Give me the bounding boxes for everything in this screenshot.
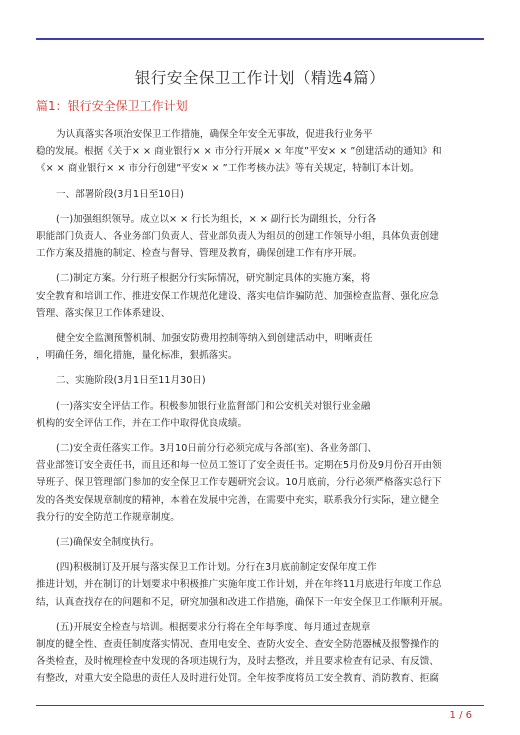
body-line: 《× × 商业银行× × 市分行创建”平安× × ”工作考核办法》等有关规定，特制订本计划。 bbox=[36, 163, 420, 175]
body-line: 职能部门负责人、各业务部门负责人、营业部负责人为组员的创建工作领导小组，具体负责创建 bbox=[36, 231, 439, 243]
body-line: (二)制定方案。分行班子根据分行实际情况，研究制定具体的实施方案，将 bbox=[56, 273, 371, 285]
body-paragraph bbox=[36, 559, 484, 611]
header-rule bbox=[36, 38, 484, 40]
body-paragraph bbox=[36, 398, 484, 432]
body-line: 一、部署阶段(3月1日至10日) bbox=[56, 188, 184, 200]
body-line: 发的各类安保规章制度的精神，本着在发展中完善，在需要中充实，联系我分行实际，建立健全 bbox=[36, 494, 439, 506]
body-line: (二)安全责任落实工作。3月10日前分行必须完成与各部(室)、各业务部门、 bbox=[56, 443, 378, 455]
body-paragraph bbox=[36, 211, 484, 263]
body-line: (一)加强组织领导。成立以× × 行长为组长，× × 副行长为副组长，分行各 bbox=[56, 213, 377, 225]
body-paragraph bbox=[36, 330, 484, 364]
body-line: 各类检查，及时梳理检查中发现的各项违规行为，及时去整改，并且要求检查有记录、有反馈、 bbox=[36, 656, 439, 668]
body-line: (三)确保安全制度执行。 bbox=[56, 537, 160, 549]
body-line: 结，认真查找存在的问题和不足，研究加强和改进工作措施，确保下一年安全保卫工作顺利开展。 bbox=[36, 596, 449, 608]
body-line: 推进计划，并在制订的计划要求中积极推广实施年度工作计划，并在年终11月底进行年度工作总 bbox=[36, 579, 442, 591]
body-line: 我分行的安全防范工作规章制度。 bbox=[36, 511, 180, 523]
body-paragraph bbox=[36, 534, 484, 551]
body-line: 安全教育和培训工作、推进安保工作规范化建设、落实电信诈骗防范、加强检查监督、强化应急 bbox=[36, 290, 439, 302]
body-line: 二、实施阶段(3月1日至11月30日) bbox=[56, 375, 206, 387]
body-paragraph bbox=[36, 619, 484, 688]
body-line: (五)开展安全检查与培训。根据要求分行将在全年每季度、每月通过查规章 bbox=[56, 621, 371, 633]
body-line: 为认真落实各项治安保卫工作措施，确保全年安全无事故，促进我行业务平 bbox=[56, 129, 373, 140]
body-line: (四)积极制订及开展与落实保卫工作计划。分行在3月底前制定安保年度工作 bbox=[56, 562, 377, 574]
body-paragraph bbox=[36, 126, 484, 178]
document-title: 银行安全保卫工作计划（精选4篇） bbox=[134, 69, 386, 87]
body-line: 营业部签订安全责任书，而且还和每一位员工签订了安全责任书。定期在5月份及9月份召开由领 bbox=[36, 460, 442, 472]
body-paragraph bbox=[36, 270, 484, 322]
body-paragraph bbox=[36, 372, 484, 389]
body-line: 管理、落实保卫工作体系建设、 bbox=[36, 307, 171, 319]
body-line: 健全安全监测预警机制、加强安防费用控制等纳入到创建活动中，明晰责任 bbox=[56, 333, 373, 345]
body-line: 机构的安全评估工作，并在工作中取得优良成绩。 bbox=[36, 417, 248, 429]
body-line: 工作方案及措施的制定、检查与督导、管理及教育，确保创建工作有序开展。 bbox=[36, 248, 363, 260]
body-line: (一)落实安全评估工作。积极参加银行业监督部门和公安机关对银行业金融 bbox=[56, 400, 371, 412]
document-body bbox=[36, 126, 484, 696]
page-number: 1 / 6 bbox=[449, 710, 472, 721]
body-paragraph bbox=[36, 186, 484, 203]
footer-rule bbox=[36, 705, 484, 706]
body-line: ，明确任务，细化措施，量化标准，狠抓落实。 bbox=[36, 350, 238, 362]
body-paragraph bbox=[36, 440, 484, 526]
body-line: 导班子、保卫管理部门参加的安全保卫工作专题研究会议。10月底前，分行必须严格落实总行下 bbox=[36, 477, 442, 489]
section-heading: 篇1：银行安全保卫工作计划 bbox=[36, 99, 188, 113]
body-line: 稳的发展。根据《关于× × 商业银行× × 市分行开展× × 年度”平安× × ”创建活动的通知》和 bbox=[36, 146, 442, 158]
body-line: 有整改，对重大安全隐患的责任人及时进行处罚。全年按季度将员工安全教育、消防教育、拒腐 bbox=[36, 673, 439, 685]
body-line: 制度的健全性、查责任制度落实情况、查用电安全、查防火安全、查安全防范器械及报警操作的 bbox=[36, 639, 439, 651]
